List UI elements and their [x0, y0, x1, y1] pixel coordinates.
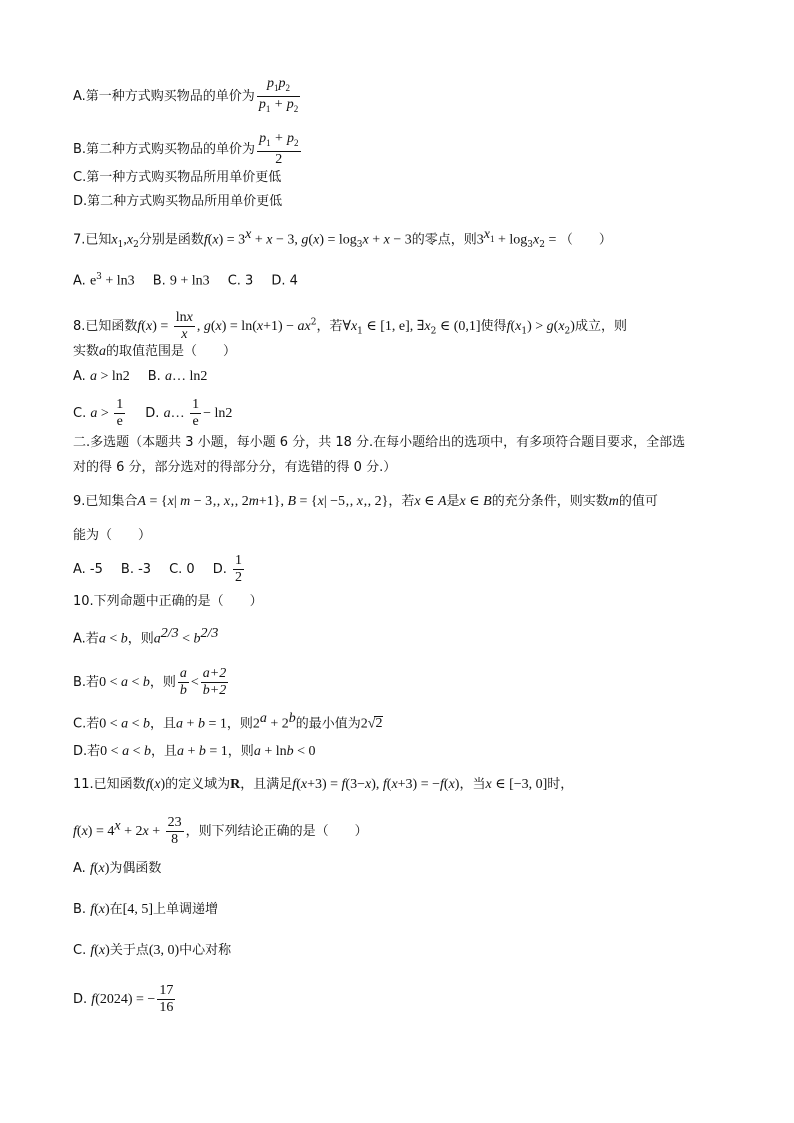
q11-option-b: B. f(x)在[4, 5]上单调递增 [73, 902, 219, 917]
q8-stem-line2: 实数a的取值范围是（ ） [73, 344, 237, 359]
q10-option-d: D.若0 < a < b，且a + b = 1，则a + lnb < 0 [73, 744, 316, 759]
q9-stem-line2: 能为（ ） [73, 528, 152, 543]
q10-option-b: B.若0 < a < b，则 $\frac{a}{b}$ < $\frac{a+2}{b+2}$ [73, 666, 227, 698]
q8-options-ab: A. a > ln2 B. a… ln2 [73, 369, 208, 384]
q10-option-a: A.若a < b，则$a^{2/3} < b^{2/3}$ [73, 626, 219, 647]
q6-option-c: C.第一种方式购买物品所用单价更低 [73, 170, 282, 185]
q10-stem: 10.下列命题中正确的是（ ） [73, 594, 263, 609]
q11-option-d: D. f(2024) = − $\frac{17}{16}$ [73, 983, 174, 1015]
q11-stem-line2: $f(x) = 4^x + 2x$ + $\frac{23}{8}$ ，则下列结论正确的是（ ） [73, 815, 368, 847]
q8-option-c: C. [73, 406, 87, 421]
q10-option-c: C.若0 < a < b，且a + b = 1，则$2^a + 2^b$的最小值为2√2 [73, 711, 383, 732]
q9-options: A. -5 B. -3 C. 0 D. $\frac{1}{2}$ [73, 553, 242, 585]
q11-option-c: C. f(x)关于点(3, 0)中心对称 [73, 943, 232, 958]
q9-option-d: D. [212, 562, 227, 577]
q7-option-c: C. 3 [227, 273, 254, 289]
q6-a-fraction: $\frac{p_1p_2}{p_1 + p_2}$ [258, 76, 299, 114]
q6-b-fraction: $\frac{p_1 + p_2}{2}$ [259, 131, 299, 167]
q8-option-a: A. [73, 369, 86, 384]
q9-option-c: C. 0 [169, 562, 195, 577]
q7-option-a: A. [73, 273, 86, 289]
q9-option-b: B. -3 [120, 562, 152, 577]
q6-option-d: D.第二种方式购买物品所用单价更低 [73, 194, 283, 209]
q8-options-cd: C. a > $\frac{1}{e}$ D. a… $\frac{1}{e}$ − ln2 [73, 397, 233, 429]
q8-stem: 8.已知函数f(x) = $\frac{\ln x}{x}$ , $g(x) = \ln(x+1) - ax^2$，若$\forall x_1$ ∈ [1, e], $\exists x_2$ ∈ (0,1]使得$f(x_1) > g(x_2)$成立，则 [73, 310, 627, 342]
q6-option-b: B.第二种方式购买物品的单价为 $\frac{p_1 + p_2}{2}$ [73, 131, 299, 167]
q7-option-b: B. [152, 273, 166, 289]
q8-option-b: B. [147, 369, 161, 384]
q7-options: A. $e^3 + \ln 3$ B. 9 + ln3 C. 3 D. 4 [73, 272, 298, 289]
q11-option-a: A. f(x)为偶函数 [73, 861, 162, 876]
q9-option-a: A. -5 [73, 562, 103, 577]
q7-stem: 7.已知$x_1,x_2$分别是函数$f(x) = 3^x + x - 3$, $g(x) = \log_3x + x - 3$的零点，则$3^{x_1} + \log_3x_2$ = （ ） [73, 227, 612, 250]
q11-stem: 11.已知函数f(x)的定义域为R，且满足f(x+3) = f(3−x), f(x+3) = −f(x)，当x ∈ [−3, 0]时， [73, 777, 574, 792]
section-multiple-choice-header: 二.多选题（本题共 3 小题，每小题 6 分，共 18 分.在每小题给出的选项中，有多项符合题目要求，全部选 [73, 435, 686, 450]
q7-option-d: D. 4 [271, 273, 298, 289]
q8-fraction: $\frac{\ln x}{x}$ [175, 310, 193, 342]
q9-stem: 9.已知集合A = {x| m − 3‚, x‚, 2m+1}, B = {x| −5‚, x‚, 2}，若x ∈ A是x ∈ B的充分条件，则实数m的值可 [73, 494, 658, 509]
q6-option-a: A.第一种方式购买物品的单价为 $\frac{p_1p_2}{p_1 + p_2}$ [73, 76, 302, 117]
section-multiple-choice-header-line2: 对的得 6 分，部分选对的得部分分，有选错的得 0 分.） [73, 460, 397, 475]
q8-option-d: D. [145, 406, 160, 421]
